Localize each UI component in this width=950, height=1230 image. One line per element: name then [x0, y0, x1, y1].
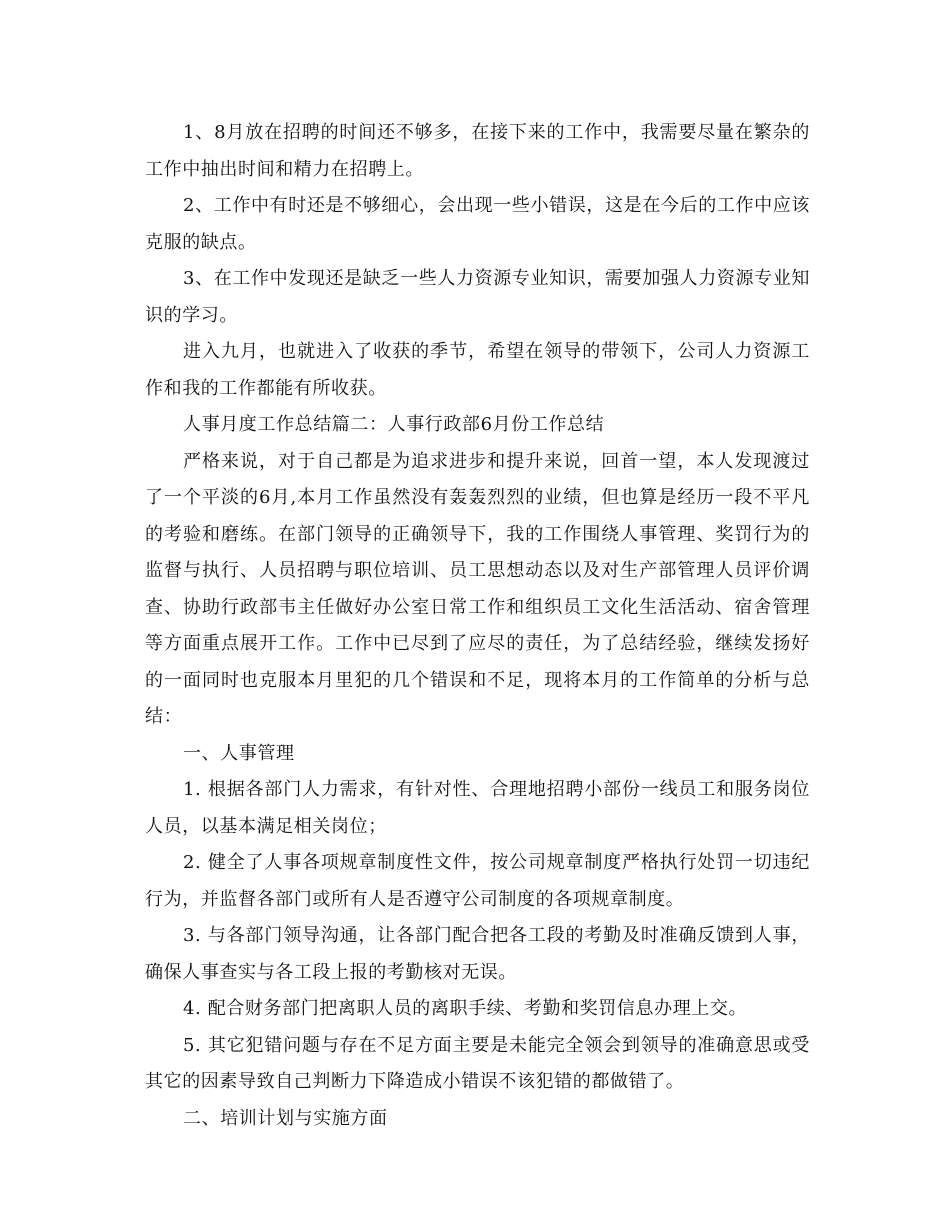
paragraph-personnel-item-5: 5. 其它犯错问题与存在不足方面主要是未能完全领会到领导的准确意思或受其它的因素导致自己判断力下降造成小错误不该犯错的都做错了。	[145, 1034, 810, 1092]
paragraph-personnel-item-3: 3. 与各部门领导沟通，让各部门配合把各工段的考勤及时准确反馈到人事，确保人事查实与各工段上报的考勤核对无误。	[145, 925, 810, 983]
paragraph-summary-item-1: 1、8月放在招聘的时间还不够多，在接下来的工作中，我需要尽量在繁杂的工作中抽出时间和精力在招聘上。	[145, 122, 810, 180]
paragraph-september-outlook: 进入九月，也就进入了收获的季节，希望在领导的带领下，公司人力资源工作和我的工作都能有所收获。	[145, 341, 810, 399]
heading-training-plan: 二、培训计划与实施方面	[183, 1107, 388, 1129]
paragraph-personnel-item-2: 2. 健全了人事各项规章制度性文件，按公司规章制度严格执行处罚一切违纪行为，并监督各部门或所有人是否遵守公司制度的各项规章制度。	[145, 852, 810, 910]
section-heading-part-two: 人事月度工作总结篇二：人事行政部6月份工作总结	[183, 414, 605, 435]
heading-personnel-management: 一、人事管理	[183, 742, 295, 764]
paragraph-summary-item-3: 3、在工作中发现还是缺乏一些人力资源专业知识，需要加强人力资源专业知识的学习。	[145, 268, 810, 326]
paragraph-summary-item-2: 2、工作中有时还是不够细心，会出现一些小错误，这是在今后的工作中应该克服的缺点。	[145, 195, 810, 253]
paragraph-personnel-item-1: 1. 根据各部门人力需求，有针对性、合理地招聘小部份一线员工和服务岗位人员，以基本满足相关岗位；	[145, 779, 810, 837]
paragraph-personnel-item-4: 4. 配合财务部门把离职人员的离职手续、考勤和奖罚信息办理上交。	[183, 998, 748, 1019]
paragraph-june-overview: 严格来说，对于自己都是为追求进步和提升来说，回首一望，本人发现渡过了一个平淡的6月,本月工作虽然没有轰轰烈烈的业绩，但也算是经历一段不平凡的考验和磨练。在部门领导的正确领导下，我的工作围绕人事管理、奖罚行为的监督与执行、人员招聘与职位培训、员工思想动态以及对生产部管理人员评价调查、协助行政部韦主任做好办公室日常工作和组织员工文化生活活动、宿舍管理等方面重点展开工作。工作中已尽到了应尽的责任，为了总结经验，继续发扬好的一面同时也克服本月里犯的几个错误和不足，现将本月的工作简单的分析与总结：	[145, 450, 810, 727]
document-body	[145, 115, 810, 1137]
